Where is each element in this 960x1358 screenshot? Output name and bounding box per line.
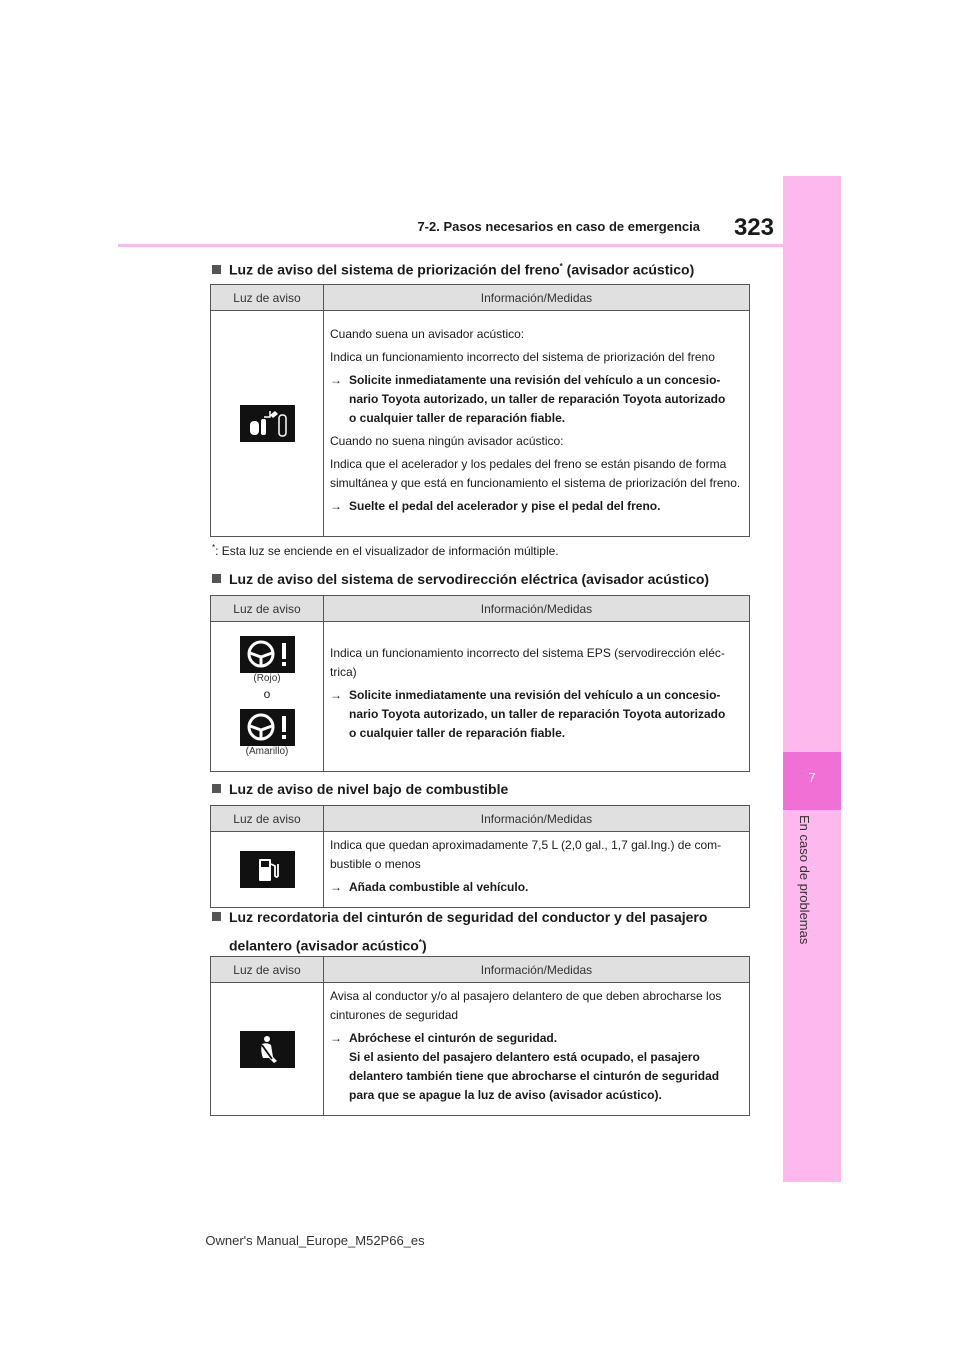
chapter-label: En caso de problemas — [797, 815, 812, 945]
col-header-info: Información/Medidas — [324, 957, 750, 983]
action-line: → Solicite inmediatamente una revisión del vehículo a un concesio- nario Toyota autorizado, un taller de reparación Toyota autorizado o cualquier taller de reparación fiable. — [330, 688, 726, 740]
fuel-info: Indica que quedan aproximadamente 7,5 L (2,0 gal., 1,7 gal.Ing.) de com- bustible o menos → Añada combustible al vehículo. — [324, 832, 750, 908]
bullet-square-icon — [212, 574, 221, 583]
header-rule — [118, 244, 783, 247]
brake-priority-icon — [240, 405, 295, 442]
action-line: → Solicite inmediatamente una revisión del vehículo a un concesio- nario Toyota autorizado, un taller de reparación Toyota autorizado o cualquier taller de reparación fiable. — [330, 373, 726, 425]
col-header-light: Luz de aviso — [211, 596, 324, 622]
arrow-right-icon: → — [330, 1031, 342, 1045]
col-header-info: Información/Medidas — [324, 596, 750, 622]
warning-light-cell — [211, 832, 324, 908]
col-header-light: Luz de aviso — [211, 957, 324, 983]
bullet-square-icon — [212, 265, 221, 274]
arrow-right-icon: → — [330, 880, 342, 894]
fuel-pump-icon — [240, 851, 295, 888]
footer-doc-id: Owner's Manual_Europe_M52P66_es — [205, 1233, 425, 1248]
bullet-square-icon — [212, 912, 221, 921]
action-line: → Añada combustible al vehículo. — [330, 878, 745, 897]
warning-light-cell — [211, 622, 324, 772]
action-line: → Abróchese el cinturón de seguridad. Si el asiento del pasajero delantero está ocupado, el pasajero delantero también tiene que abrocharse el cinturón de seguridad para que se apague la luz de aviso (avisador acústico). — [330, 1031, 720, 1102]
page-number: 323 — [733, 214, 774, 241]
col-header-light: Luz de aviso — [211, 806, 324, 832]
fuel-table — [210, 805, 750, 908]
arrow-right-icon: → — [330, 499, 342, 513]
fuel-heading: Luz de aviso de nivel bajo de combustible — [212, 778, 508, 800]
section-title: 7-2. Pasos necesarios en caso de emergencia — [417, 219, 700, 234]
action-line: → Suelte el pedal del acelerador y pise el pedal del freno. — [330, 497, 745, 516]
eps-table — [210, 595, 750, 772]
eps-info: Indica un funcionamiento incorrecto del sistema EPS (servodirección eléc- trica) → Solicite inmediatamente una revisión del vehículo a un concesio- nario Toyota autorizado, un taller de reparación Toyota autorizado o cualquier taller de reparación fiable. — [324, 622, 750, 772]
arrow-right-icon: → — [330, 373, 342, 387]
col-header-info: Información/Medidas — [324, 806, 750, 832]
brake-priority-table — [210, 284, 750, 537]
brake-priority-info: Cuando suena un avisador acústico: Indica un funcionamiento incorrecto del sistema de priorización del freno → Solicite inmediatamente una revisión del vehículo a un concesio- nario Toyota autorizado, un taller de reparación Toyota autorizado o cualquier taller de reparación fiable. Cuando no suena ningún avisador acústico: Indica que el acelerador y los pedales del freno se están pisando de forma simultánea y que está en funcionamiento el sistema de priorización del freno. → Suelte el pedal del acelerador y pise el pedal del freno. — [324, 311, 750, 537]
seatbelt-icon — [240, 1031, 295, 1068]
steering-warning-icon — [240, 636, 295, 673]
col-header-info: Información/Medidas — [324, 285, 750, 311]
or-text: o — [263, 686, 271, 701]
col-header-light: Luz de aviso — [211, 285, 324, 311]
warning-light-cell — [211, 983, 324, 1116]
warning-light-cell — [211, 311, 324, 537]
chapter-side-tab — [783, 176, 841, 1182]
footnote: *: Esta luz se enciende en el visualizador de información múltiple. — [212, 543, 559, 558]
brake-priority-heading: Luz de aviso del sistema de priorización del freno* (avisador acústico) — [212, 256, 694, 281]
caption-yellow: (Amarillo) — [245, 745, 289, 757]
caption-red: (Rojo) — [253, 672, 281, 684]
eps-heading: Luz de aviso del sistema de servodirección eléctrica (avisador acústico) — [212, 568, 709, 590]
seatbelt-table — [210, 956, 750, 1116]
arrow-right-icon: → — [330, 688, 342, 702]
chapter-number: 7 — [808, 770, 816, 785]
seatbelt-heading: Luz recordatoria del cinturón de seguridad del conductor y del pasajero delantero (avisador acústico*) — [212, 906, 752, 957]
bullet-square-icon — [212, 784, 221, 793]
steering-warning-icon — [240, 709, 295, 746]
seatbelt-info: Avisa al conductor y/o al pasajero delantero de que deben abrocharse los cinturones de seguridad → Abróchese el cinturón de seguridad. Si el asiento del pasajero delantero está ocupado, el pasajero delantero también tiene que abrocharse el cinturón de seguridad para que se apague la luz de aviso (avisador acústico). — [324, 983, 750, 1116]
